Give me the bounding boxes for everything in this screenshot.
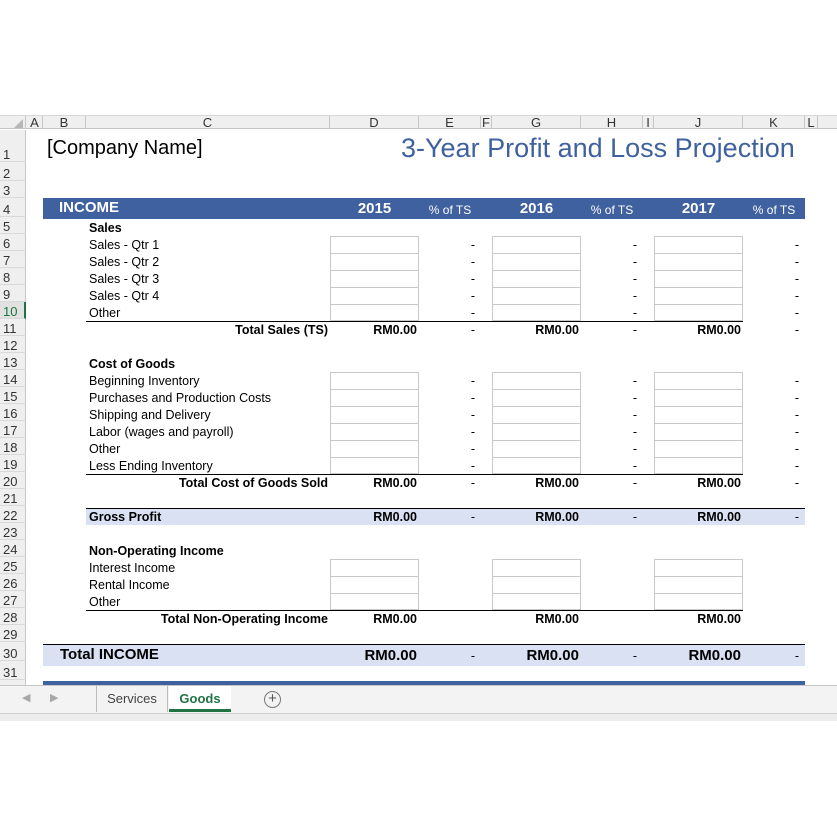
row-header[interactable]: 18	[0, 438, 26, 455]
cell-divider	[492, 423, 581, 424]
cell-divider	[654, 304, 743, 305]
total-cogs-2016[interactable]: RM0.00	[535, 476, 579, 490]
cell-divider	[654, 253, 743, 254]
cogs-header[interactable]: Cost of Goods	[89, 357, 176, 371]
row-header[interactable]: 23	[0, 523, 26, 540]
cell-divider	[330, 457, 419, 458]
row-header[interactable]: 11	[0, 319, 26, 336]
pct-value[interactable]: -	[632, 323, 637, 337]
row-header-bar	[0, 130, 26, 685]
pct-value[interactable]: -	[794, 408, 799, 422]
column-header-bar	[0, 115, 837, 129]
row-header[interactable]: 13	[0, 353, 26, 370]
total-sales-2016[interactable]: RM0.00	[535, 323, 579, 337]
pct-value[interactable]: -	[470, 442, 475, 456]
row-header[interactable]: 26	[0, 574, 26, 591]
pct-value[interactable]: -	[794, 255, 799, 269]
year-2017-header[interactable]: 2017	[681, 200, 716, 217]
pct-value[interactable]: -	[470, 255, 475, 269]
cell-divider	[330, 440, 419, 441]
cell-divider	[492, 406, 581, 407]
select-all-triangle-icon	[14, 119, 23, 128]
cell-divider	[330, 304, 419, 305]
row-header[interactable]: 29	[0, 625, 26, 642]
pct-value[interactable]: -	[632, 476, 637, 490]
pct-value[interactable]: -	[470, 374, 475, 388]
pct-value[interactable]: -	[632, 510, 637, 524]
sheet-tab-goods[interactable]: Goods	[169, 686, 231, 712]
cogs-item-label[interactable]: Beginning Inventory	[89, 374, 200, 388]
row-header[interactable]: 20	[0, 472, 26, 489]
cell-divider	[654, 576, 743, 577]
cogs-item-label[interactable]: Purchases and Production Costs	[89, 391, 272, 405]
total-nonop-2015[interactable]: RM0.00	[373, 612, 417, 626]
cell-divider	[654, 389, 743, 390]
nonop-header[interactable]: Non-Operating Income	[89, 544, 224, 558]
row-header[interactable]: 1	[0, 145, 26, 162]
total-sales-2017[interactable]: RM0.00	[697, 323, 741, 337]
pct-value[interactable]: -	[470, 649, 475, 663]
cogs-item-label[interactable]: Labor (wages and payroll)	[89, 425, 234, 439]
row-header[interactable]: 30	[0, 644, 26, 661]
pct-value[interactable]: -	[632, 442, 637, 456]
column-header-a[interactable]: A	[27, 116, 43, 129]
total-nonop-2017[interactable]: RM0.00	[697, 612, 741, 626]
sales-header[interactable]: Sales	[89, 221, 122, 235]
cell-divider	[492, 457, 581, 458]
pct-value[interactable]: -	[470, 408, 475, 422]
cell-divider	[492, 389, 581, 390]
sales-item-label[interactable]: Sales - Qtr 4	[89, 289, 160, 303]
cell-divider	[330, 270, 419, 271]
total-income-2015[interactable]: RM0.00	[364, 647, 417, 664]
sales-item-label[interactable]: Sales - Qtr 1	[89, 238, 160, 252]
scroll-tabs-left-icon[interactable]: ◀	[22, 692, 31, 704]
pct-value[interactable]: -	[470, 476, 475, 490]
cell-divider	[654, 287, 743, 288]
column-header-d[interactable]: D	[330, 116, 419, 129]
pct-value[interactable]: -	[632, 459, 637, 473]
cell-divider	[492, 440, 581, 441]
pct-value[interactable]: -	[470, 306, 475, 320]
row-header[interactable]: 15	[0, 387, 26, 404]
sales-input-2016[interactable]	[492, 236, 581, 321]
pct-value[interactable]: -	[632, 374, 637, 388]
pct-value[interactable]: -	[632, 255, 637, 269]
pct-ts-header[interactable]: % of TS	[752, 203, 796, 217]
sheet-title[interactable]: 3-Year Profit and Loss Projection	[401, 133, 795, 163]
cell-divider	[654, 406, 743, 407]
cell-divider	[330, 406, 419, 407]
total-income-2017[interactable]: RM0.00	[688, 647, 741, 664]
row-header[interactable]: 28	[0, 608, 26, 625]
cogs-item-label[interactable]: Less Ending Inventory	[89, 459, 213, 473]
cell-divider	[492, 593, 581, 594]
pct-value[interactable]: -	[794, 238, 799, 252]
total-sales-label[interactable]: Total Sales (TS)	[235, 323, 328, 337]
gross-profit-label[interactable]: Gross Profit	[89, 510, 162, 524]
pct-value[interactable]: -	[794, 649, 799, 663]
column-header-j[interactable]: J	[654, 116, 743, 129]
pct-value[interactable]: -	[632, 272, 637, 286]
row-header[interactable]: 24	[0, 540, 26, 557]
pct-value[interactable]: -	[794, 272, 799, 286]
pct-value[interactable]: -	[470, 323, 475, 337]
cell-divider	[492, 270, 581, 271]
cell-divider	[330, 593, 419, 594]
pct-value[interactable]: -	[470, 510, 475, 524]
pct-value[interactable]: -	[632, 425, 637, 439]
column-header-g[interactable]: G	[492, 116, 581, 129]
row-header[interactable]: 16	[0, 404, 26, 421]
pct-value[interactable]: -	[794, 323, 799, 337]
column-header-l[interactable]: L	[805, 116, 818, 129]
total-nonop-label[interactable]: Total Non-Operating Income	[160, 612, 328, 626]
total-cogs-label[interactable]: Total Cost of Goods Sold	[178, 476, 328, 490]
row-header[interactable]: 6	[0, 234, 26, 251]
gross-profit-2017[interactable]: RM0.00	[697, 510, 741, 524]
cell-divider	[492, 253, 581, 254]
cell-divider	[330, 389, 419, 390]
sales-input-2015[interactable]	[330, 236, 419, 321]
pct-value[interactable]: -	[794, 442, 799, 456]
total-nonop-2016[interactable]: RM0.00	[535, 612, 579, 626]
row-header-selected[interactable]: 10	[0, 302, 26, 319]
cell-divider	[330, 287, 419, 288]
pct-ts-header[interactable]: % of TS	[428, 203, 472, 217]
column-header-e[interactable]: E	[419, 116, 481, 129]
total-cogs-2017[interactable]: RM0.00	[697, 476, 741, 490]
total-sales-2015[interactable]: RM0.00	[373, 323, 417, 337]
pct-value[interactable]: -	[794, 476, 799, 490]
status-bar	[0, 713, 837, 721]
sales-item-label[interactable]: Other	[89, 306, 121, 320]
cogs-item-label[interactable]: Shipping and Delivery	[89, 408, 211, 422]
pct-value[interactable]: -	[470, 289, 475, 303]
total-income-label[interactable]: Total INCOME	[60, 646, 159, 663]
row-header[interactable]: 3	[0, 181, 26, 198]
nonop-input-2015[interactable]	[330, 559, 419, 610]
pct-value[interactable]: -	[470, 238, 475, 252]
pct-value[interactable]: -	[794, 510, 799, 524]
row-header[interactable]: 25	[0, 557, 26, 574]
column-header-i[interactable]: I	[643, 116, 654, 129]
cell-divider	[330, 253, 419, 254]
pct-ts-header[interactable]: % of TS	[590, 203, 634, 217]
row-header[interactable]: 27	[0, 591, 26, 608]
column-header-k[interactable]: K	[743, 116, 805, 129]
sales-input-2017[interactable]	[654, 236, 743, 321]
cell-divider	[654, 440, 743, 441]
cell-divider	[654, 457, 743, 458]
nonop-input-2016[interactable]	[492, 559, 581, 610]
sales-item-label[interactable]: Sales - Qtr 3	[89, 272, 160, 286]
nonop-input-2017[interactable]	[654, 559, 743, 610]
select-all-corner[interactable]	[0, 116, 26, 129]
pct-value[interactable]: -	[794, 425, 799, 439]
cell-divider	[654, 593, 743, 594]
sheet-tab-services[interactable]: Services	[96, 686, 168, 712]
nonop-item-label[interactable]: Rental Income	[89, 578, 170, 592]
gross-profit-2016[interactable]: RM0.00	[535, 510, 579, 524]
pct-value[interactable]: -	[794, 374, 799, 388]
row-header[interactable]: 22	[0, 506, 26, 523]
add-sheet-icon[interactable]: +	[264, 691, 281, 708]
total-cogs-2015[interactable]: RM0.00	[373, 476, 417, 490]
income-label[interactable]: INCOME	[59, 199, 119, 216]
row-header[interactable]: 17	[0, 421, 26, 438]
row-header[interactable]: 5	[0, 217, 26, 234]
sheet-tab-bar	[0, 685, 837, 713]
pct-value[interactable]: -	[470, 272, 475, 286]
row-header[interactable]: 14	[0, 370, 26, 387]
pct-value[interactable]: -	[632, 289, 637, 303]
company-name-cell[interactable]: [Company Name]	[47, 137, 203, 159]
row-header[interactable]: 7	[0, 251, 26, 268]
row-header[interactable]: 21	[0, 489, 26, 506]
pct-value[interactable]: -	[794, 459, 799, 473]
column-header-h[interactable]: H	[581, 116, 643, 129]
total-income-2016[interactable]: RM0.00	[526, 647, 579, 664]
cell-divider	[330, 576, 419, 577]
cell-divider	[492, 304, 581, 305]
year-2015-header[interactable]: 2015	[357, 200, 392, 217]
pct-value[interactable]: -	[632, 391, 637, 405]
cogs-item-label[interactable]: Other	[89, 442, 121, 456]
sales-item-label[interactable]: Sales - Qtr 2	[89, 255, 160, 269]
pct-value[interactable]: -	[470, 459, 475, 473]
pct-value[interactable]: -	[470, 391, 475, 405]
pct-value[interactable]: -	[794, 391, 799, 405]
pct-value[interactable]: -	[632, 238, 637, 252]
nonop-item-label[interactable]: Other	[89, 595, 121, 609]
row-header[interactable]: 4	[0, 200, 26, 217]
nonop-item-label[interactable]: Interest Income	[89, 561, 176, 575]
row-header[interactable]: 19	[0, 455, 26, 472]
gross-profit-2015[interactable]: RM0.00	[373, 510, 417, 524]
column-header-b[interactable]: B	[43, 116, 86, 129]
column-header-c[interactable]: C	[86, 116, 330, 129]
pct-value[interactable]: -	[632, 306, 637, 320]
pct-value[interactable]: -	[632, 649, 637, 663]
cell-divider	[330, 423, 419, 424]
cell-divider	[654, 423, 743, 424]
cell-divider	[654, 270, 743, 271]
row-header[interactable]: 8	[0, 268, 26, 285]
row-header[interactable]: 31	[0, 663, 26, 680]
column-header-f[interactable]: F	[481, 116, 492, 129]
pct-value[interactable]: -	[470, 425, 475, 439]
cell-divider	[492, 576, 581, 577]
pct-value[interactable]: -	[794, 306, 799, 320]
scroll-tabs-right-icon[interactable]: ▶	[50, 692, 59, 704]
year-2016-header[interactable]: 2016	[519, 200, 554, 217]
row-header[interactable]: 2	[0, 164, 26, 181]
pct-value[interactable]: -	[632, 408, 637, 422]
row-header[interactable]: 12	[0, 336, 26, 353]
row-header[interactable]: 9	[0, 285, 26, 302]
cell-divider	[492, 287, 581, 288]
pct-value[interactable]: -	[794, 289, 799, 303]
